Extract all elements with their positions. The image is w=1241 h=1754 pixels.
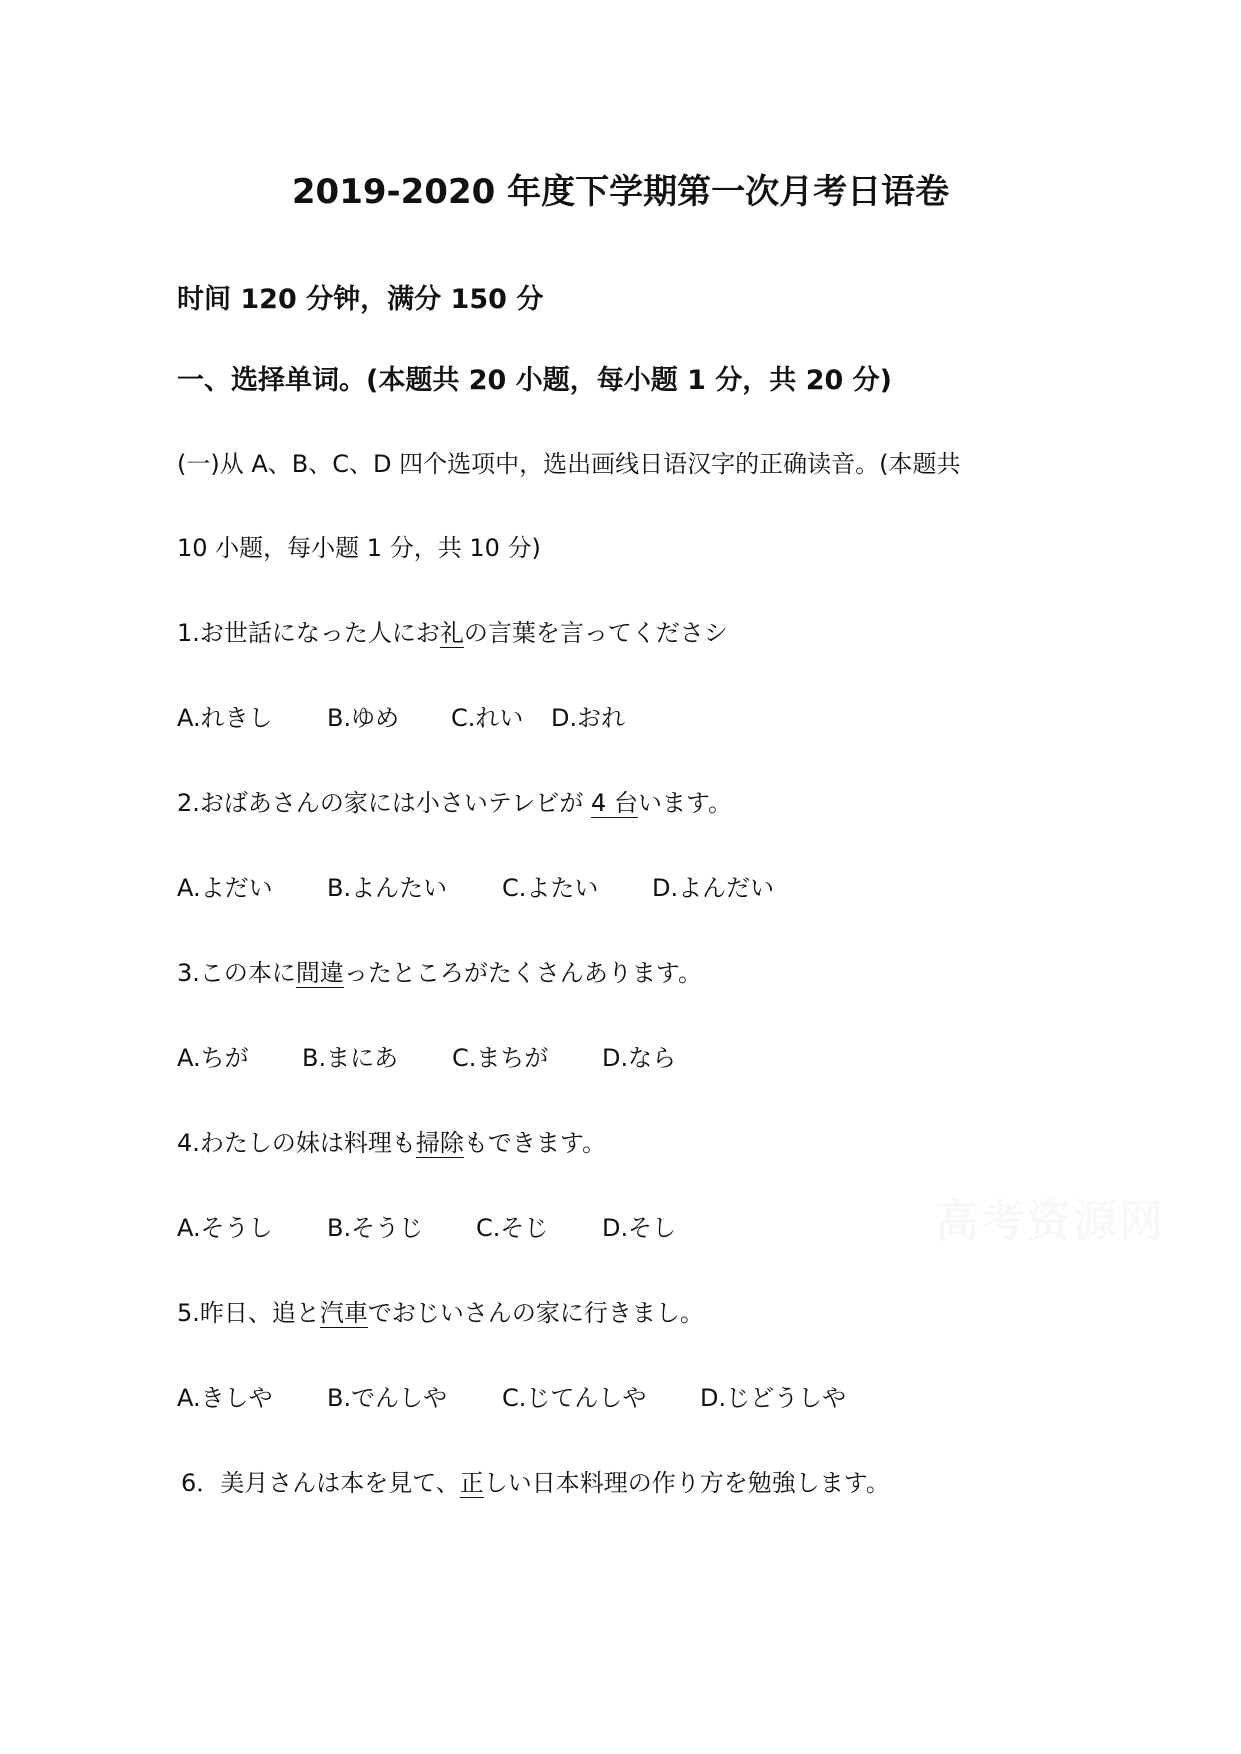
page-title: 2019-2020 年度下学期第一次月考日语卷 (291, 172, 950, 212)
question-text: 3.この本に (177, 959, 296, 987)
question-text: 2.おばあさんの家には小さいテレビが (177, 789, 592, 817)
section-instruction-line-2: 10 小题，每小题 1 分，共 10 分) (177, 534, 541, 562)
question-text: もできます。 (463, 1129, 606, 1157)
option-a: A.ちが (177, 1044, 249, 1072)
section-heading: 一、选择单词。(本题共 20 小题，每小题 1 分，共 20 分) (177, 365, 893, 396)
watermark: 高考资源网 (935, 1196, 1165, 1247)
underlined-word: 礼 (439, 619, 464, 647)
question-2-options (177, 872, 774, 904)
question-text: 1.お世話になった人にお (177, 619, 440, 647)
option-d: D.そし (602, 1214, 677, 1242)
option-b: B.よんたい (327, 874, 448, 902)
underlined-word: 掃除 (415, 1129, 464, 1157)
option-c: C.まちが (452, 1044, 549, 1072)
question-text: しい日本料理の作り方を勉強します。 (483, 1469, 890, 1497)
option-a: A.よだい (177, 874, 273, 902)
option-d: D.じどうしや (700, 1384, 847, 1412)
question-text: 5.昨日、追と (177, 1299, 320, 1327)
option-d: D.よんだい (652, 874, 775, 902)
option-b: B.でんしや (327, 1384, 448, 1412)
question-text: ったところがたくさんあります。 (343, 959, 702, 987)
section-instruction-line-1: (一)从 A、B、C、D 四个选项中，选出画线日语汉字的正确读音。(本题共 (177, 450, 961, 478)
question-text: います。 (637, 789, 733, 817)
question-text: 6．美月さんは本を見て、 (181, 1469, 460, 1497)
question-1 (177, 617, 728, 649)
option-d: D.なら (602, 1044, 677, 1072)
question-5-options (177, 1382, 846, 1414)
exam-meta: 时间 120 分钟，满分 150 分 (177, 284, 544, 315)
question-4-options (177, 1212, 676, 1244)
question-text: 4.わたしの妹は料理も (177, 1129, 416, 1157)
question-text: の言葉を言ってくださシ (463, 619, 728, 647)
option-b: B.そうじ (327, 1214, 424, 1242)
question-3-options (177, 1042, 676, 1074)
option-a: A.きしや (177, 1384, 273, 1412)
underlined-word: 正 (459, 1469, 484, 1497)
question-4 (177, 1127, 606, 1159)
option-b: B.まにあ (302, 1044, 399, 1072)
option-a: A.そうし (177, 1214, 273, 1242)
option-b: B.ゆめ (327, 704, 400, 732)
option-a: A.れきし (177, 704, 273, 732)
question-text: でおじいさんの家に行きまし。 (367, 1299, 704, 1327)
option-c: C.よたい (502, 874, 599, 902)
underlined-word: 4 台 (591, 789, 638, 817)
question-6 (181, 1467, 890, 1499)
question-2 (177, 787, 732, 819)
option-c: C.そじ (476, 1214, 549, 1242)
underlined-word: 汽車 (319, 1299, 368, 1327)
option-c: C.れい (451, 704, 524, 732)
question-1-options (177, 702, 625, 734)
option-d: D.おれ (551, 704, 626, 732)
underlined-word: 間違 (295, 959, 344, 987)
option-c: C.じてんしや (502, 1384, 647, 1412)
question-5 (177, 1297, 704, 1329)
question-3 (177, 957, 702, 989)
